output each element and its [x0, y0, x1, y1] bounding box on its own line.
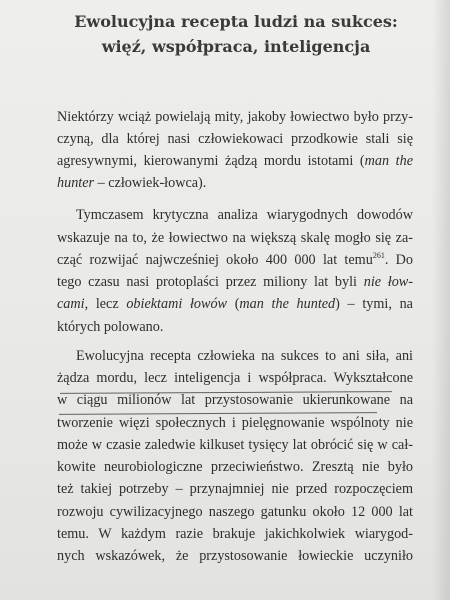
text-line	[57, 172, 413, 194]
text-line	[76, 345, 413, 367]
italic-text: obiektami łowów	[126, 296, 228, 312]
text-run: może w czasie zaledwie kilkuset tysięcy lat obrócić się w cał-	[57, 437, 413, 453]
text-line	[57, 434, 413, 456]
text-run: ) – tymi, na	[335, 296, 413, 312]
text-line	[57, 478, 413, 500]
text-run: cząć rozwijać najwcześniej około 400 000 lat temu	[57, 252, 373, 268]
text-line	[57, 367, 413, 389]
text-line	[57, 293, 413, 315]
italic-text: man the hunted	[239, 296, 336, 312]
text-run: – człowiek-łowca).	[94, 175, 207, 191]
text-run: rozwoju cywilizacyjnego naszego gatunku około 12 000 lat	[57, 504, 413, 520]
text-run: których polowano.	[57, 319, 164, 335]
chapter-title-line-2: więź, współpraca, inteligencja	[101, 37, 371, 56]
text-line	[57, 456, 413, 478]
text-line	[57, 106, 413, 128]
text-line	[57, 501, 413, 523]
text-run: też takiej potrzeby – przynajmniej nie przed rozpoczęciem	[57, 481, 413, 497]
text-run: Tymczasem krytyczna analiza wiarygodnych dowodów	[76, 207, 413, 223]
text-line	[57, 545, 413, 567]
text-run: nych wskazówek, że przystosowanie łowieckie uczyniło	[57, 548, 413, 564]
text-run: czyną, dla której nasi człowiekowaci przodkowie stali się	[57, 131, 413, 147]
text-run: . Do	[384, 252, 413, 268]
text-run: Niektórzy wciąż powielają mity, jakoby łowiectwo było przy-	[57, 109, 413, 125]
text-line	[57, 523, 413, 545]
text-run: tworzenie więzi społecznych i pielęgnowanie wspólnoty nie	[57, 415, 413, 431]
italic-text: man the	[364, 153, 413, 169]
italic-text: nie łow-	[363, 274, 413, 290]
text-line	[57, 150, 413, 172]
text-line	[57, 412, 413, 434]
text-run: żądza mordu, lecz inteligencja i współpraca. Wykształcone	[57, 370, 413, 386]
chapter-title-line-1: Ewolucyjna recepta ludzi na sukces:	[74, 12, 398, 31]
text-line	[57, 249, 413, 271]
text-run: temu. W każdym razie brakuje jakichkolwiek wiarygod-	[57, 526, 413, 542]
text-line	[57, 227, 413, 249]
italic-text: hunter	[57, 175, 95, 191]
text-run: tego czasu nasi protoplaści przez miliony lat byli	[57, 274, 364, 290]
text-line	[57, 316, 413, 338]
text-line	[57, 271, 413, 293]
text-run: Ewolucyjna recepta człowieka na sukces to ani siła, ani	[76, 348, 413, 364]
text-run: , lecz	[84, 296, 127, 312]
footnote-ref: 261	[372, 251, 385, 260]
text-line	[76, 204, 413, 226]
text-run: (	[227, 296, 240, 312]
text-run: kowite neurobiologiczne przeciwieństwo. Zresztą nie było	[57, 459, 413, 475]
text-run: w ciągu milionów lat przystosowanie ukierunkowane na	[57, 392, 413, 408]
text-run: wskazuje na to, że łowiectwo na większą skalę mogło się za-	[57, 230, 413, 246]
text-line	[57, 389, 413, 411]
text-run: agresywnymi, kierowanymi żądzą mordu istotami (	[57, 153, 365, 169]
text-line	[57, 128, 413, 150]
italic-text: cami	[57, 296, 85, 312]
